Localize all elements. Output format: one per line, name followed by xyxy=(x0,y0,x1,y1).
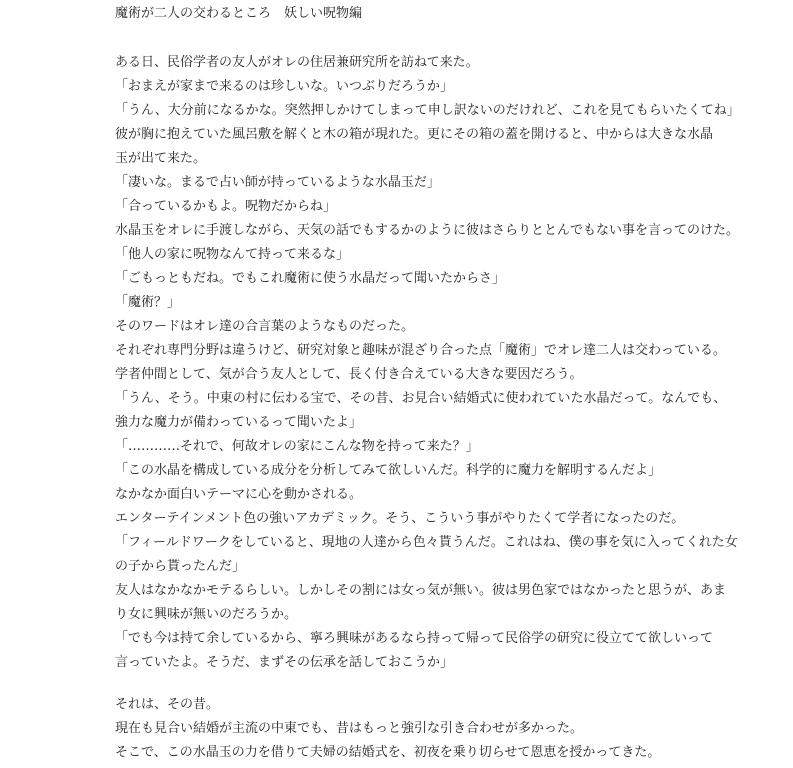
paragraph-line: 玉が出て来た。 xyxy=(115,151,207,166)
paragraph-line: 友人はなかなかモテるらしい。しかしその割には女っ気が無い。彼は男色家ではなかったと思うが、あま xyxy=(115,583,727,598)
paragraph-line: 「おまえが家まで来るのは珍しいな。いつぶりだろうか」 xyxy=(115,79,454,94)
paragraph-line: 「でも今は持て余しているから、寧ろ興味があるなら持って帰って民俗学の研究に役立てて欲しいって xyxy=(115,631,714,646)
paragraph-line: 「合っているかもよ。呪物だからね」 xyxy=(115,199,337,214)
paragraph-line: ある日、民俗学者の友人がオレの住居兼研究所を訪ねて来た。 xyxy=(115,55,479,70)
paragraph-line: 「うん、そう。中東の村に伝わる宝で、その昔、お見合い結婚式に使われていた水晶だって。なんでも、 xyxy=(115,391,727,406)
paragraph-line: 学者仲間として、気が合う友人として、長く付き合えている大きな要因だろう。 xyxy=(115,367,583,382)
paragraph-line: 「魔術？」 xyxy=(115,295,181,310)
paragraph-line: 「この水晶を構成している成分を分析してみて欲しいんだ。科学的に魔力を解明するんだよ」 xyxy=(115,463,662,478)
paragraph-line: り女に興味が無いのだろうか。 xyxy=(115,607,298,622)
paragraph-line: 「…………それで、何故オレの家にこんな物を持って来た？」 xyxy=(115,439,479,454)
paragraph-line: 「ごもっともだね。でもこれ魔術に使う水晶だって聞いたからさ」 xyxy=(115,271,506,286)
paragraph-line: 「フィールドワークをしていると、現地の人達から色々貰うんだ。これはね、僕の事を気に入ってくれた女 xyxy=(115,535,738,550)
paragraph-line: 強力な魔力が備わっているって聞いたよ」 xyxy=(115,415,362,430)
paragraph-line: 言っていたよ。そうだ、まずその伝承を話しておこうか」 xyxy=(115,655,454,670)
paragraph-line: それは、その昔。 xyxy=(115,697,220,712)
paragraph-line: そのワードはオレ達の合言葉のようなものだった。 xyxy=(115,319,415,334)
paragraph-line: 水晶玉をオレに手渡しながら、天気の話でもするかのように彼はさらりととんでもない事を言ってのけた。 xyxy=(115,223,740,238)
paragraph-line: 彼が胸に抱えていた風呂敷を解くと木の箱が現れた。更にその箱の蓋を開けると、中からは大きな水晶 xyxy=(115,127,714,142)
paragraph-line: なかなか面白いテーマに心を動かされる。 xyxy=(115,487,363,502)
page-title: 魔術が二人の交わるところ 妖しい呪物編 xyxy=(115,6,363,21)
paragraph-line: の子から貰ったんだ」 xyxy=(115,559,246,574)
paragraph-line: 「他人の家に呪物なんて持って来るな」 xyxy=(115,247,350,262)
paragraph-line: エンターテインメント色の強いアカデミック。そう、こういう事がやりたくて学者になったのだ。 xyxy=(115,511,685,526)
paragraph-line: そこで、この水晶玉の力を借りて夫婦の結婚式を、初夜を乗り切らせて恩恵を授かってきた。 xyxy=(115,745,661,760)
paragraph-line: 「うん、大分前になるかな。突然押しかけてしまって申し訳ないのだけれど、これを見てもらいたくてね」 xyxy=(115,103,740,118)
paragraph-line: それぞれ専門分野は違うけど、研究対象と趣味が混ざり合った点「魔術」でオレ達二人は交わっている。 xyxy=(115,343,726,358)
paragraph-line: 「凄いな。まるで占い師が持っているような水晶玉だ」 xyxy=(115,175,440,190)
paragraph-line: 現在も見合い結婚が主流の中東でも、昔はもっと強引な引き合わせが多かった。 xyxy=(115,721,584,736)
